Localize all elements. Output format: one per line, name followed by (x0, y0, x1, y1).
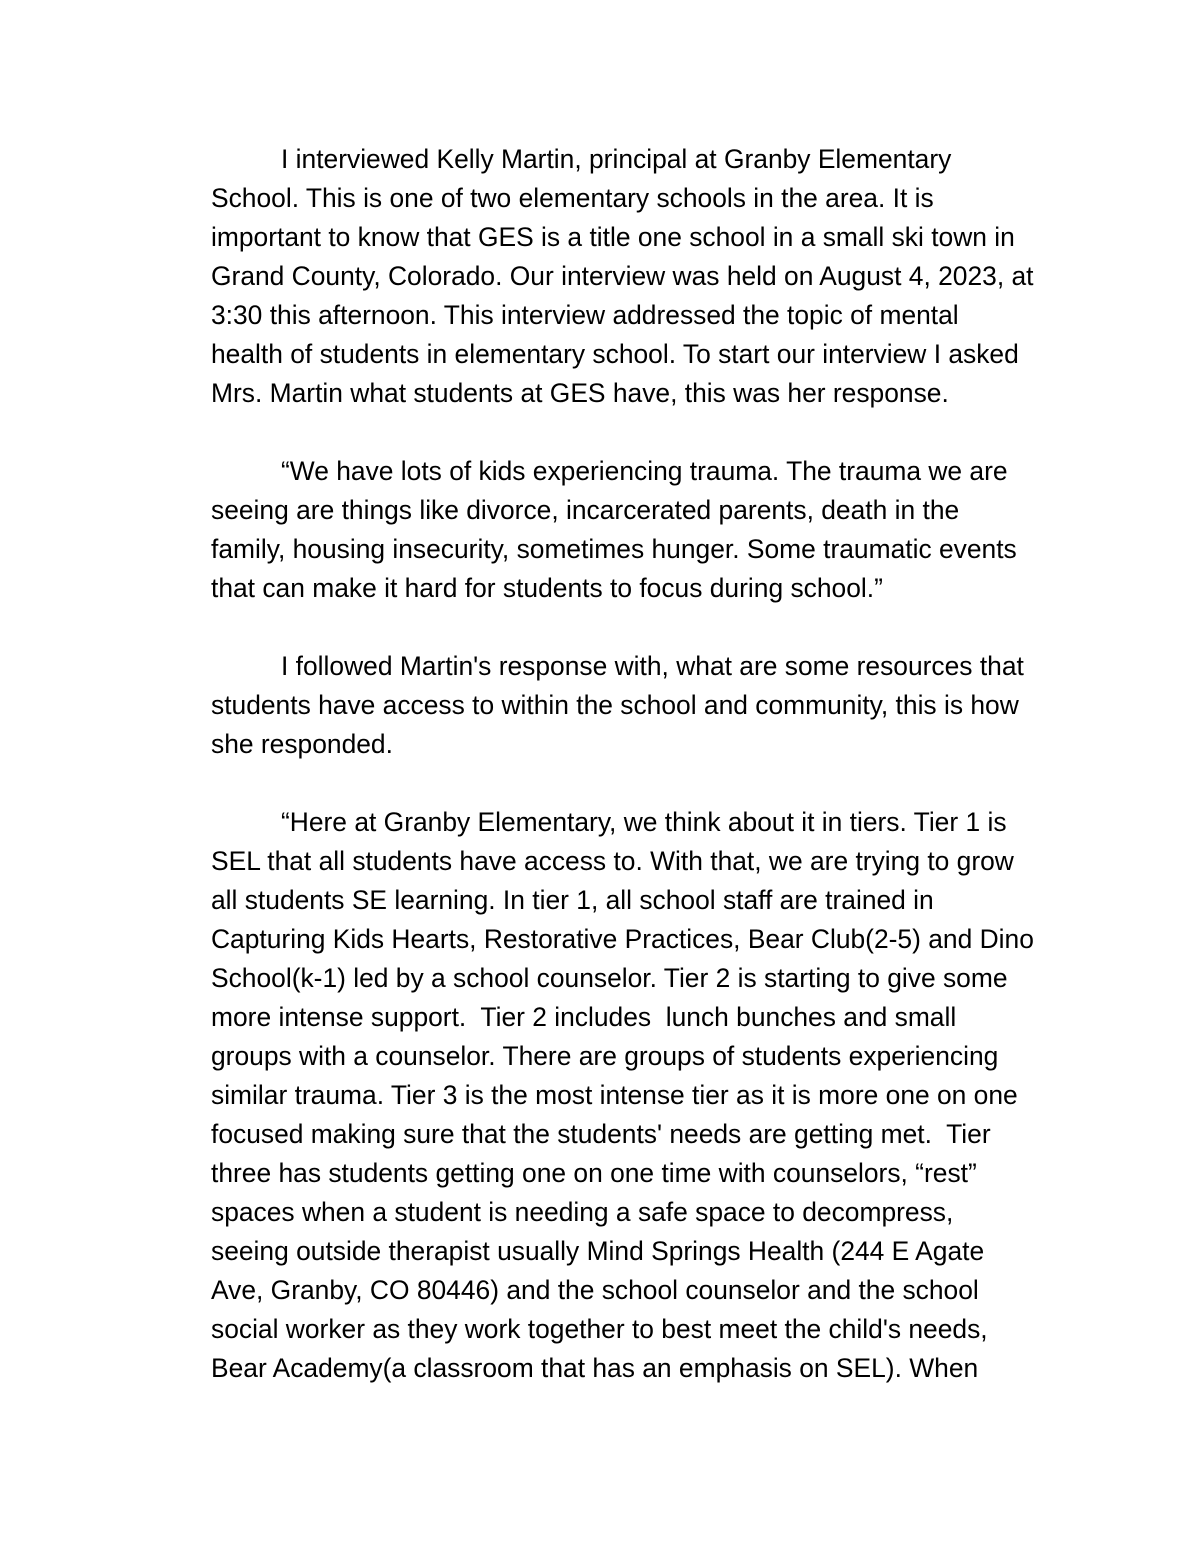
text-line: Mrs. Martin what students at GES have, this was her response. (211, 378, 949, 408)
text-line: Bear Academy(a classroom that has an emphasis on SEL). When (211, 1353, 979, 1383)
text-line: SEL that all students have access to. With that, we are trying to grow (211, 846, 1014, 876)
paragraph-quote-trauma (141, 452, 1071, 608)
text-line: Grand County, Colorado. Our interview was held on August 4, 2023, at (211, 261, 1034, 291)
text-line: focused making sure that the students' needs are getting met. Tier (211, 1119, 991, 1149)
text-line: seeing are things like divorce, incarcerated parents, death in the (211, 495, 960, 525)
text-line: spaces when a student is needing a safe space to decompress, (211, 1197, 954, 1227)
document-body (141, 140, 1071, 1427)
text-line: “Here at Granby Elementary, we think about it in tiers. Tier 1 is (281, 807, 1007, 837)
text-line: similar trauma. Tier 3 is the most intense tier as it is more one on one (211, 1080, 1018, 1110)
text-line: students have access to within the school and community, this is how (211, 690, 1019, 720)
text-line: “We have lots of kids experiencing trauma. The trauma we are (281, 456, 1008, 486)
paragraph-intro (141, 140, 1071, 413)
text-line: Capturing Kids Hearts, Restorative Practices, Bear Club(2-5) and Dino (211, 924, 1034, 954)
text-line: I interviewed Kelly Martin, principal at Granby Elementary (281, 144, 952, 174)
text-line: School. This is one of two elementary schools in the area. It is (211, 183, 934, 213)
text-line: I followed Martin's response with, what are some resources that (281, 651, 1024, 681)
text-line: Ave, Granby, CO 80446) and the school counselor and the school (211, 1275, 979, 1305)
text-line: more intense support. Tier 2 includes lunch bunches and small (211, 1002, 957, 1032)
text-line: all students SE learning. In tier 1, all school staff are trained in (211, 885, 934, 915)
text-line: seeing outside therapist usually Mind Springs Health (244 E Agate (211, 1236, 985, 1266)
text-line: health of students in elementary school. To start our interview I asked (211, 339, 1019, 369)
text-line: social worker as they work together to best meet the child's needs, (211, 1314, 988, 1344)
text-line: three has students getting one on one time with counselors, “rest” (211, 1158, 977, 1188)
text-line: groups with a counselor. There are groups of students experiencing (211, 1041, 999, 1071)
text-line: that can make it hard for students to focus during school.” (211, 573, 883, 603)
paragraph-followup (141, 647, 1071, 764)
text-line: important to know that GES is a title one school in a small ski town in (211, 222, 1015, 252)
text-line: School(k-1) led by a school counselor. Tier 2 is starting to give some (211, 963, 1008, 993)
text-line: family, housing insecurity, sometimes hunger. Some traumatic events (211, 534, 1017, 564)
text-line: she responded. (211, 729, 393, 759)
text-line: 3:30 this afternoon. This interview addressed the topic of mental (211, 300, 959, 330)
paragraph-quote-tiers (141, 803, 1071, 1388)
